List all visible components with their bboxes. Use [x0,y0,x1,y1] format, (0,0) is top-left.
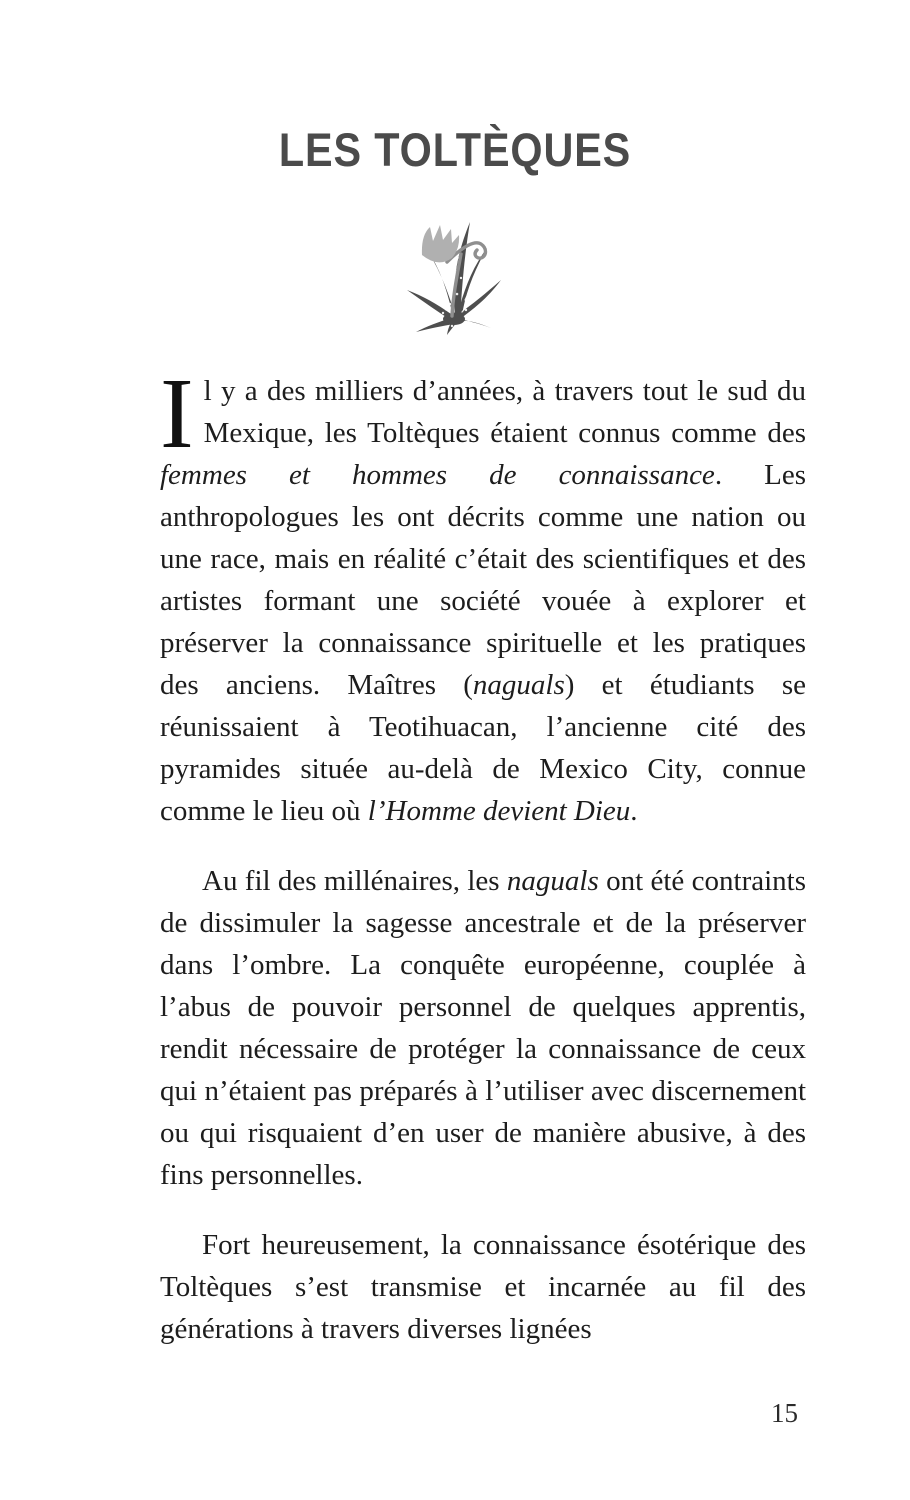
text-run: l y a des milliers d’années, à travers tout le sud du Mexique, les Toltèques étaient connus comme des [203,375,806,449]
text-run: . [630,795,638,827]
paragraph-3 [160,1224,806,1350]
agave-flower-ornament-icon [403,218,507,336]
text-run-italic: naguals [472,669,565,701]
body-text [160,357,806,1350]
text-run-italic: l’Homme devient Dieu [367,795,631,827]
page-number: 15 [771,1398,798,1428]
text-run: ) et étudiants se réunissaient à Teotihuacan, l’ancienne cité des pyramides située au-delà de Mexico City, connue comme le lieu où [160,669,806,827]
text-run: Au fil des millénaires, les [202,865,507,897]
text-run: . Les anthropologues les ont décrits comme une nation ou une race, mais en réalité c’était des scientifiques et des artistes formant une société vouée à explorer et préserver la connaissance spirituelle et les pratiques des anciens. Maîtres ( [160,459,806,701]
paragraph-1 [160,357,806,832]
text-run-italic: femmes et hommes de connaissance [160,459,715,491]
text-run: ont été contraints de dissimuler la sagesse ancestrale et de la préserver dans l’ombre. La conquête européenne, couplée à l’abus de pouvoir personnel de quelques apprentis, rendit nécessaire de protéger la connaissance de ceux qui n’étaient pas préparés à l’utiliser avec discernement ou qui risquaient d’en user de manière abusive, à des fins personnelles. [160,865,806,1191]
text-run: Fort heureusement, la connaissance ésotérique des Toltèques s’est transmise et incarnée au fil des générations à travers diverses lignées [160,1229,806,1345]
drop-cap: I [160,357,194,469]
paragraph-2 [160,860,806,1196]
chapter-title: LES TOLTÈQUES [278,123,632,176]
text-run-italic: naguals [506,865,599,897]
